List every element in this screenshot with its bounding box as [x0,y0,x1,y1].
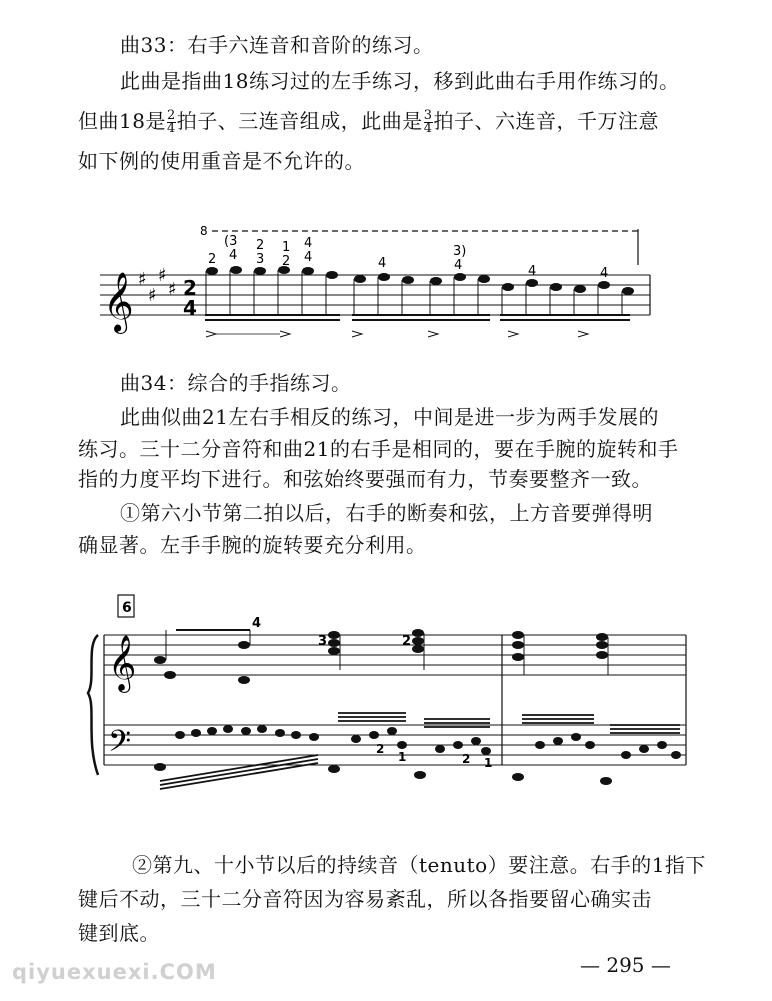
noteheads-1 [206,266,338,279]
treble-notes [154,629,608,684]
time-signature-num: 2 [183,276,197,300]
time-signature-den: 4 [183,296,197,320]
site-watermark: qiyuexuexi.COM [12,960,217,984]
text-segment: 但曲18是 [78,109,166,133]
fingering: 1 [484,756,493,770]
music-score-2 [0,585,772,815]
fingering: (3 [224,234,238,249]
text-line-10: 确显著。左手手腕的旋转要充分利用。 [78,533,427,557]
stems-2 [354,277,478,315]
fingering: 4 [600,266,609,281]
text-line-13: 键到底。 [78,921,160,945]
page-number: — 295 — [580,953,671,977]
fingering: 4 [252,616,262,631]
svg-text:♯: ♯ [168,279,177,300]
fraction-denominator: 4 [423,121,433,136]
text-segment: 拍子、三连音组成，此曲是 [176,109,423,133]
svg-text:♯: ♯ [148,285,157,306]
fraction-denominator: 4 [166,121,176,136]
text-line-3 [78,108,659,135]
fingering: 2 [256,238,265,253]
music-score-1 [0,215,772,345]
fingering: 1 [398,750,407,764]
text-line-9: ①第六小节第二拍以后，右手的断奏和弦，上方音要弹得明 [120,501,653,525]
ottava-mark: 8 [200,224,208,238]
text-line-1: 曲33：右手六连音和音阶的练习。 [120,33,434,57]
fingering: 4 [454,258,463,273]
fraction-2-4 [167,110,176,135]
text-segment: 拍子、六连音，千万注意 [433,109,660,133]
svg-text:♯: ♯ [138,269,147,290]
fingering: 2 [208,252,217,267]
fingering: 3) [453,244,467,259]
treble-clef-icon: 𝄞 [103,272,134,332]
treble-stems [166,630,608,675]
svg-text:♯: ♯ [158,265,167,286]
fingering: 4 [378,256,387,271]
fingering: 3 [256,252,265,267]
bass-clef-icon: 𝄢 [108,725,132,766]
fraction-numerator: 2 [166,108,176,123]
text-line-2: 此曲是指曲18练习过的左手练习，移到此曲右手用作练习的。 [120,69,680,93]
stems-1 [206,270,326,315]
fingering: 2 [376,742,385,756]
text-line-4: 如下例的使用重音是不允许的。 [78,149,365,173]
fingering: 4 [229,248,238,263]
note-group-3 [500,315,630,320]
note-group-2 [352,315,490,320]
text-line-12: 键后不动，三十二分音符因为容易紊乱，所以各指要留心确实击 [78,887,652,911]
measure-number: 6 [122,600,132,616]
fingering: 2 [402,634,412,649]
noteheads-3 [502,279,634,295]
text-line-5: 曲34：综合的手指练习。 [120,371,352,395]
treble-clef-icon: 𝄞 [108,635,137,691]
text-line-11: ②第九、十小节以后的持续音（tenuto）要注意。右手的1指下 [132,853,706,877]
fraction-numerator: 3 [423,108,433,123]
text-line-7: 练习。三十二分音符和曲21的右手是相同的，要在手腕的旋转和手 [78,437,679,461]
fingering: 4 [304,236,313,251]
fingering: 2 [282,254,291,269]
brace-icon [88,635,98,775]
text-line-6: 此曲似曲21左右手相反的练习，中间是进一步为两手发展的 [120,405,659,429]
fingering: 1 [282,240,291,255]
fingering: 2 [462,752,471,766]
fingering: 4 [304,250,313,265]
note-group-1 [205,315,340,320]
fingering: 3 [318,634,328,649]
lh-fingerings [376,742,492,770]
key-signature [138,265,177,306]
text-line-8: 指的力度平均下进行。和弦始终要强而有力，节奏要整齐一致。 [78,467,652,491]
fingerings-1 [208,234,608,281]
fingering: 4 [528,264,537,279]
fraction-3-4 [424,110,433,135]
